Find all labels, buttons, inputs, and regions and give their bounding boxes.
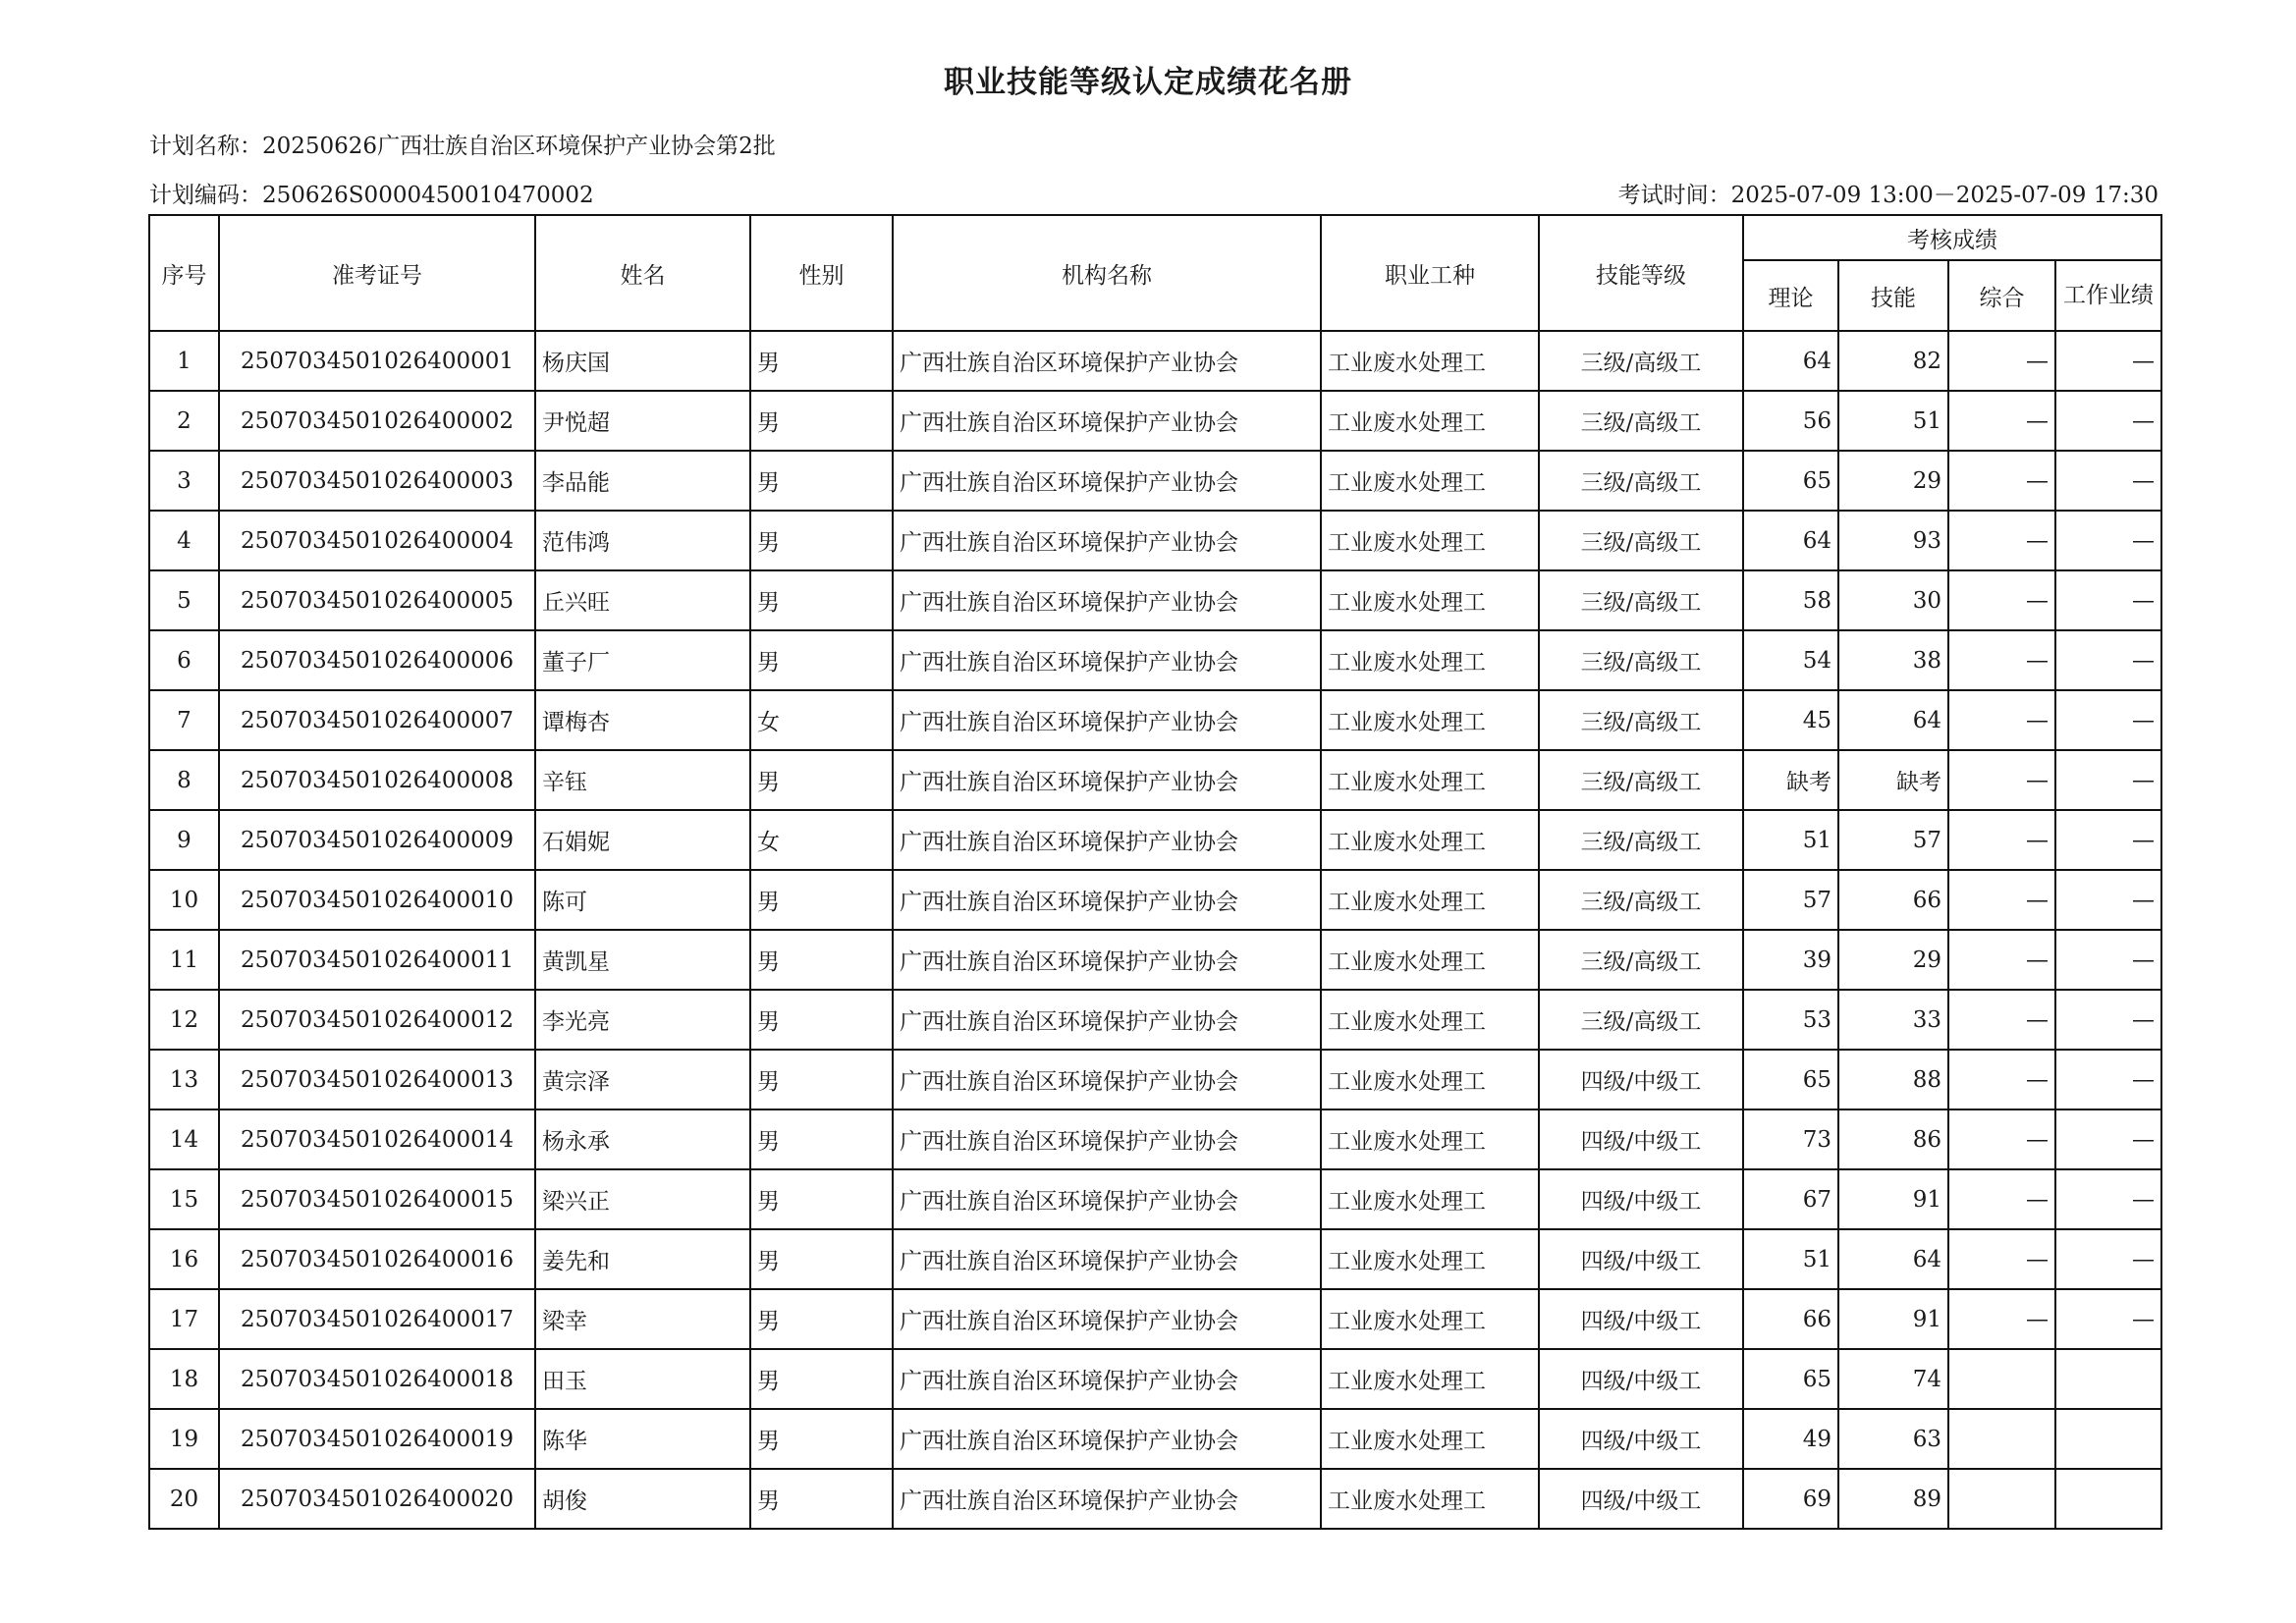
cell-level: 三级/高级工 xyxy=(1539,930,1743,990)
cell-comprehensive: — xyxy=(1948,1050,2055,1109)
cell-gender: 男 xyxy=(750,930,893,990)
cell-theory: 67 xyxy=(1743,1169,1838,1229)
cell-theory: 65 xyxy=(1743,1349,1838,1409)
cell-gender: 男 xyxy=(750,570,893,630)
cell-level: 四级/中级工 xyxy=(1539,1349,1743,1409)
cell-level: 三级/高级工 xyxy=(1539,810,1743,870)
header-ticket: 准考证号 xyxy=(219,215,535,331)
cell-level: 三级/高级工 xyxy=(1539,331,1743,391)
cell-seq: 1 xyxy=(149,331,219,391)
cell-name: 胡俊 xyxy=(535,1469,750,1529)
cell-gender: 男 xyxy=(750,1349,893,1409)
table-row xyxy=(149,630,2161,690)
cell-level: 四级/中级工 xyxy=(1539,1289,1743,1349)
cell-seq: 3 xyxy=(149,451,219,511)
exam-time: 考试时间：2025-07-09 13:00－2025-07-09 17:30 xyxy=(1617,183,2159,208)
cell-level: 三级/高级工 xyxy=(1539,630,1743,690)
table-row xyxy=(149,331,2161,391)
cell-gender: 男 xyxy=(750,1229,893,1289)
cell-ticket: 2507034501026400003 xyxy=(219,451,535,511)
cell-comprehensive xyxy=(1948,1409,2055,1469)
cell-name: 梁幸 xyxy=(535,1289,750,1349)
cell-name: 丘兴旺 xyxy=(535,570,750,630)
cell-level: 三级/高级工 xyxy=(1539,690,1743,750)
cell-level: 四级/中级工 xyxy=(1539,1109,1743,1169)
cell-gender: 男 xyxy=(750,1109,893,1169)
cell-occupation: 工业废水处理工 xyxy=(1321,391,1539,451)
cell-org: 广西壮族自治区环境保护产业协会 xyxy=(893,1169,1321,1229)
cell-comprehensive: — xyxy=(1948,630,2055,690)
cell-seq: 6 xyxy=(149,630,219,690)
table-row xyxy=(149,930,2161,990)
cell-work: — xyxy=(2055,810,2161,870)
cell-skill: 74 xyxy=(1838,1349,1948,1409)
cell-skill: 64 xyxy=(1838,1229,1948,1289)
cell-level: 三级/高级工 xyxy=(1539,451,1743,511)
cell-theory: 64 xyxy=(1743,331,1838,391)
cell-work: — xyxy=(2055,930,2161,990)
cell-gender: 男 xyxy=(750,1469,893,1529)
cell-work: — xyxy=(2055,1050,2161,1109)
cell-occupation: 工业废水处理工 xyxy=(1321,1050,1539,1109)
table-row xyxy=(149,1409,2161,1469)
cell-occupation: 工业废水处理工 xyxy=(1321,1109,1539,1169)
cell-occupation: 工业废水处理工 xyxy=(1321,930,1539,990)
cell-comprehensive: — xyxy=(1948,511,2055,570)
cell-seq: 5 xyxy=(149,570,219,630)
table-row xyxy=(149,1349,2161,1409)
cell-skill: 57 xyxy=(1838,810,1948,870)
cell-skill: 93 xyxy=(1838,511,1948,570)
cell-theory: 65 xyxy=(1743,451,1838,511)
header-name: 姓名 xyxy=(535,215,750,331)
cell-seq: 16 xyxy=(149,1229,219,1289)
cell-occupation: 工业废水处理工 xyxy=(1321,511,1539,570)
table-row xyxy=(149,1050,2161,1109)
cell-gender: 女 xyxy=(750,690,893,750)
cell-ticket: 2507034501026400001 xyxy=(219,331,535,391)
cell-org: 广西壮族自治区环境保护产业协会 xyxy=(893,810,1321,870)
header-level: 技能等级 xyxy=(1539,215,1743,331)
cell-name: 李光亮 xyxy=(535,990,750,1050)
cell-level: 三级/高级工 xyxy=(1539,870,1743,930)
cell-name: 黄宗泽 xyxy=(535,1050,750,1109)
table-header xyxy=(149,215,2161,331)
cell-ticket: 2507034501026400015 xyxy=(219,1169,535,1229)
cell-skill: 91 xyxy=(1838,1169,1948,1229)
cell-name: 辛钰 xyxy=(535,750,750,810)
cell-ticket: 2507034501026400005 xyxy=(219,570,535,630)
cell-org: 广西壮族自治区环境保护产业协会 xyxy=(893,870,1321,930)
cell-level: 四级/中级工 xyxy=(1539,1229,1743,1289)
cell-work: — xyxy=(2055,750,2161,810)
cell-comprehensive: — xyxy=(1948,331,2055,391)
header-skill: 技能 xyxy=(1838,260,1948,331)
cell-theory: 49 xyxy=(1743,1409,1838,1469)
cell-name: 姜先和 xyxy=(535,1229,750,1289)
cell-occupation: 工业废水处理工 xyxy=(1321,1289,1539,1349)
table-row xyxy=(149,1289,2161,1349)
cell-gender: 男 xyxy=(750,990,893,1050)
cell-skill: 29 xyxy=(1838,930,1948,990)
cell-comprehensive xyxy=(1948,1349,2055,1409)
cell-theory: 64 xyxy=(1743,511,1838,570)
table-row xyxy=(149,391,2161,451)
table-row xyxy=(149,870,2161,930)
cell-level: 四级/中级工 xyxy=(1539,1409,1743,1469)
cell-org: 广西壮族自治区环境保护产业协会 xyxy=(893,990,1321,1050)
table-row xyxy=(149,690,2161,750)
cell-theory: 53 xyxy=(1743,990,1838,1050)
page-title: 职业技能等级认定成绩花名册 xyxy=(944,65,1352,100)
cell-occupation: 工业废水处理工 xyxy=(1321,1469,1539,1529)
cell-work: — xyxy=(2055,1169,2161,1229)
table-row xyxy=(149,990,2161,1050)
cell-name: 黄凯星 xyxy=(535,930,750,990)
cell-seq: 17 xyxy=(149,1289,219,1349)
cell-level: 四级/中级工 xyxy=(1539,1169,1743,1229)
cell-occupation: 工业废水处理工 xyxy=(1321,451,1539,511)
cell-occupation: 工业废水处理工 xyxy=(1321,1349,1539,1409)
cell-org: 广西壮族自治区环境保护产业协会 xyxy=(893,750,1321,810)
cell-skill: 66 xyxy=(1838,870,1948,930)
cell-seq: 13 xyxy=(149,1050,219,1109)
cell-gender: 男 xyxy=(750,1289,893,1349)
cell-work: — xyxy=(2055,870,2161,930)
cell-occupation: 工业废水处理工 xyxy=(1321,750,1539,810)
cell-name: 石娟妮 xyxy=(535,810,750,870)
cell-theory: 58 xyxy=(1743,570,1838,630)
plan-code: 计划编码：250626S0000450010470002 xyxy=(149,183,594,208)
cell-work xyxy=(2055,1409,2161,1469)
cell-org: 广西壮族自治区环境保护产业协会 xyxy=(893,1050,1321,1109)
cell-theory: 57 xyxy=(1743,870,1838,930)
cell-ticket: 2507034501026400017 xyxy=(219,1289,535,1349)
table-row xyxy=(149,1109,2161,1169)
cell-seq: 8 xyxy=(149,750,219,810)
table-row xyxy=(149,511,2161,570)
cell-skill: 38 xyxy=(1838,630,1948,690)
cell-name: 谭梅杏 xyxy=(535,690,750,750)
cell-work xyxy=(2055,1469,2161,1529)
cell-occupation: 工业废水处理工 xyxy=(1321,630,1539,690)
cell-work: — xyxy=(2055,990,2161,1050)
cell-skill: 33 xyxy=(1838,990,1948,1050)
cell-level: 三级/高级工 xyxy=(1539,990,1743,1050)
cell-skill: 64 xyxy=(1838,690,1948,750)
cell-skill: 29 xyxy=(1838,451,1948,511)
cell-level: 四级/中级工 xyxy=(1539,1050,1743,1109)
cell-name: 范伟鸿 xyxy=(535,511,750,570)
cell-seq: 12 xyxy=(149,990,219,1050)
cell-level: 三级/高级工 xyxy=(1539,511,1743,570)
cell-org: 广西壮族自治区环境保护产业协会 xyxy=(893,1229,1321,1289)
cell-work: — xyxy=(2055,511,2161,570)
cell-comprehensive: — xyxy=(1948,750,2055,810)
header-seq: 序号 xyxy=(149,215,219,331)
cell-gender: 男 xyxy=(750,1409,893,1469)
cell-ticket: 2507034501026400019 xyxy=(219,1409,535,1469)
cell-ticket: 2507034501026400002 xyxy=(219,391,535,451)
table-row xyxy=(149,810,2161,870)
cell-skill: 82 xyxy=(1838,331,1948,391)
table-row xyxy=(149,451,2161,511)
cell-theory: 54 xyxy=(1743,630,1838,690)
cell-skill: 51 xyxy=(1838,391,1948,451)
score-roster-table xyxy=(148,214,2162,1530)
cell-theory: 65 xyxy=(1743,1050,1838,1109)
cell-name: 杨永承 xyxy=(535,1109,750,1169)
cell-ticket: 2507034501026400009 xyxy=(219,810,535,870)
cell-occupation: 工业废水处理工 xyxy=(1321,990,1539,1050)
cell-org: 广西壮族自治区环境保护产业协会 xyxy=(893,630,1321,690)
cell-work xyxy=(2055,1349,2161,1409)
cell-occupation: 工业废水处理工 xyxy=(1321,870,1539,930)
cell-work: — xyxy=(2055,630,2161,690)
cell-org: 广西壮族自治区环境保护产业协会 xyxy=(893,1409,1321,1469)
cell-comprehensive: — xyxy=(1948,690,2055,750)
cell-gender: 男 xyxy=(750,391,893,451)
cell-name: 陈华 xyxy=(535,1409,750,1469)
header-comprehensive: 综合 xyxy=(1948,260,2055,331)
cell-theory: 39 xyxy=(1743,930,1838,990)
header-org: 机构名称 xyxy=(893,215,1321,331)
cell-skill: 缺考 xyxy=(1838,750,1948,810)
cell-name: 尹悦超 xyxy=(535,391,750,451)
cell-gender: 男 xyxy=(750,630,893,690)
cell-occupation: 工业废水处理工 xyxy=(1321,570,1539,630)
cell-ticket: 2507034501026400007 xyxy=(219,690,535,750)
cell-work: — xyxy=(2055,1109,2161,1169)
cell-gender: 男 xyxy=(750,870,893,930)
cell-seq: 18 xyxy=(149,1349,219,1409)
cell-seq: 20 xyxy=(149,1469,219,1529)
cell-gender: 男 xyxy=(750,750,893,810)
cell-work: — xyxy=(2055,690,2161,750)
cell-theory: 51 xyxy=(1743,810,1838,870)
cell-work: — xyxy=(2055,391,2161,451)
cell-gender: 女 xyxy=(750,810,893,870)
cell-comprehensive: — xyxy=(1948,930,2055,990)
cell-org: 广西壮族自治区环境保护产业协会 xyxy=(893,1349,1321,1409)
cell-seq: 14 xyxy=(149,1109,219,1169)
cell-ticket: 2507034501026400014 xyxy=(219,1109,535,1169)
cell-seq: 15 xyxy=(149,1169,219,1229)
cell-skill: 63 xyxy=(1838,1409,1948,1469)
cell-seq: 2 xyxy=(149,391,219,451)
cell-org: 广西壮族自治区环境保护产业协会 xyxy=(893,690,1321,750)
cell-org: 广西壮族自治区环境保护产业协会 xyxy=(893,451,1321,511)
cell-name: 陈可 xyxy=(535,870,750,930)
cell-gender: 男 xyxy=(750,451,893,511)
cell-skill: 30 xyxy=(1838,570,1948,630)
header-scores-group: 考核成绩 xyxy=(1743,215,2161,260)
cell-gender: 男 xyxy=(750,511,893,570)
cell-theory: 56 xyxy=(1743,391,1838,451)
cell-seq: 7 xyxy=(149,690,219,750)
cell-name: 田玉 xyxy=(535,1349,750,1409)
cell-seq: 11 xyxy=(149,930,219,990)
cell-name: 梁兴正 xyxy=(535,1169,750,1229)
cell-level: 三级/高级工 xyxy=(1539,750,1743,810)
cell-work: — xyxy=(2055,1229,2161,1289)
cell-org: 广西壮族自治区环境保护产业协会 xyxy=(893,570,1321,630)
cell-seq: 4 xyxy=(149,511,219,570)
cell-comprehensive: — xyxy=(1948,391,2055,451)
cell-theory: 45 xyxy=(1743,690,1838,750)
cell-comprehensive: — xyxy=(1948,451,2055,511)
cell-ticket: 2507034501026400004 xyxy=(219,511,535,570)
cell-gender: 男 xyxy=(750,1169,893,1229)
cell-org: 广西壮族自治区环境保护产业协会 xyxy=(893,930,1321,990)
header-gender: 性别 xyxy=(750,215,893,331)
cell-ticket: 2507034501026400016 xyxy=(219,1229,535,1289)
header-work: 工作业绩 xyxy=(2055,260,2161,331)
cell-ticket: 2507034501026400006 xyxy=(219,630,535,690)
cell-skill: 88 xyxy=(1838,1050,1948,1109)
cell-ticket: 2507034501026400008 xyxy=(219,750,535,810)
cell-org: 广西壮族自治区环境保护产业协会 xyxy=(893,331,1321,391)
cell-name: 董子厂 xyxy=(535,630,750,690)
cell-level: 三级/高级工 xyxy=(1539,391,1743,451)
cell-org: 广西壮族自治区环境保护产业协会 xyxy=(893,511,1321,570)
cell-org: 广西壮族自治区环境保护产业协会 xyxy=(893,1289,1321,1349)
cell-ticket: 2507034501026400012 xyxy=(219,990,535,1050)
cell-skill: 89 xyxy=(1838,1469,1948,1529)
cell-seq: 9 xyxy=(149,810,219,870)
cell-ticket: 2507034501026400020 xyxy=(219,1469,535,1529)
cell-work: — xyxy=(2055,1289,2161,1349)
cell-gender: 男 xyxy=(750,1050,893,1109)
cell-comprehensive: — xyxy=(1948,1289,2055,1349)
cell-work: — xyxy=(2055,570,2161,630)
header-occupation: 职业工种 xyxy=(1321,215,1539,331)
cell-org: 广西壮族自治区环境保护产业协会 xyxy=(893,391,1321,451)
table-row xyxy=(149,570,2161,630)
table-body xyxy=(149,331,2161,1529)
cell-comprehensive: — xyxy=(1948,1169,2055,1229)
cell-occupation: 工业废水处理工 xyxy=(1321,1409,1539,1469)
header-theory: 理论 xyxy=(1743,260,1838,331)
cell-name: 李品能 xyxy=(535,451,750,511)
cell-gender: 男 xyxy=(750,331,893,391)
cell-work: — xyxy=(2055,331,2161,391)
cell-ticket: 2507034501026400013 xyxy=(219,1050,535,1109)
cell-comprehensive: — xyxy=(1948,1109,2055,1169)
cell-comprehensive xyxy=(1948,1469,2055,1529)
plan-name: 计划名称：20250626广西壮族自治区环境保护产业协会第2批 xyxy=(149,134,776,159)
cell-theory: 69 xyxy=(1743,1469,1838,1529)
cell-level: 四级/中级工 xyxy=(1539,1469,1743,1529)
cell-theory: 66 xyxy=(1743,1289,1838,1349)
table-row xyxy=(149,1229,2161,1289)
cell-ticket: 2507034501026400010 xyxy=(219,870,535,930)
cell-seq: 19 xyxy=(149,1409,219,1469)
cell-comprehensive: — xyxy=(1948,870,2055,930)
table-row xyxy=(149,1469,2161,1529)
cell-ticket: 2507034501026400018 xyxy=(219,1349,535,1409)
cell-org: 广西壮族自治区环境保护产业协会 xyxy=(893,1469,1321,1529)
table-row xyxy=(149,750,2161,810)
cell-skill: 91 xyxy=(1838,1289,1948,1349)
cell-occupation: 工业废水处理工 xyxy=(1321,690,1539,750)
cell-comprehensive: — xyxy=(1948,1229,2055,1289)
cell-work: — xyxy=(2055,451,2161,511)
cell-occupation: 工业废水处理工 xyxy=(1321,1169,1539,1229)
cell-occupation: 工业废水处理工 xyxy=(1321,1229,1539,1289)
cell-occupation: 工业废水处理工 xyxy=(1321,331,1539,391)
cell-skill: 86 xyxy=(1838,1109,1948,1169)
cell-theory: 缺考 xyxy=(1743,750,1838,810)
cell-comprehensive: — xyxy=(1948,990,2055,1050)
cell-theory: 51 xyxy=(1743,1229,1838,1289)
cell-theory: 73 xyxy=(1743,1109,1838,1169)
cell-comprehensive: — xyxy=(1948,570,2055,630)
cell-ticket: 2507034501026400011 xyxy=(219,930,535,990)
cell-seq: 10 xyxy=(149,870,219,930)
cell-org: 广西壮族自治区环境保护产业协会 xyxy=(893,1109,1321,1169)
cell-comprehensive: — xyxy=(1948,810,2055,870)
cell-occupation: 工业废水处理工 xyxy=(1321,810,1539,870)
table-row xyxy=(149,1169,2161,1229)
cell-name: 杨庆国 xyxy=(535,331,750,391)
cell-level: 三级/高级工 xyxy=(1539,570,1743,630)
